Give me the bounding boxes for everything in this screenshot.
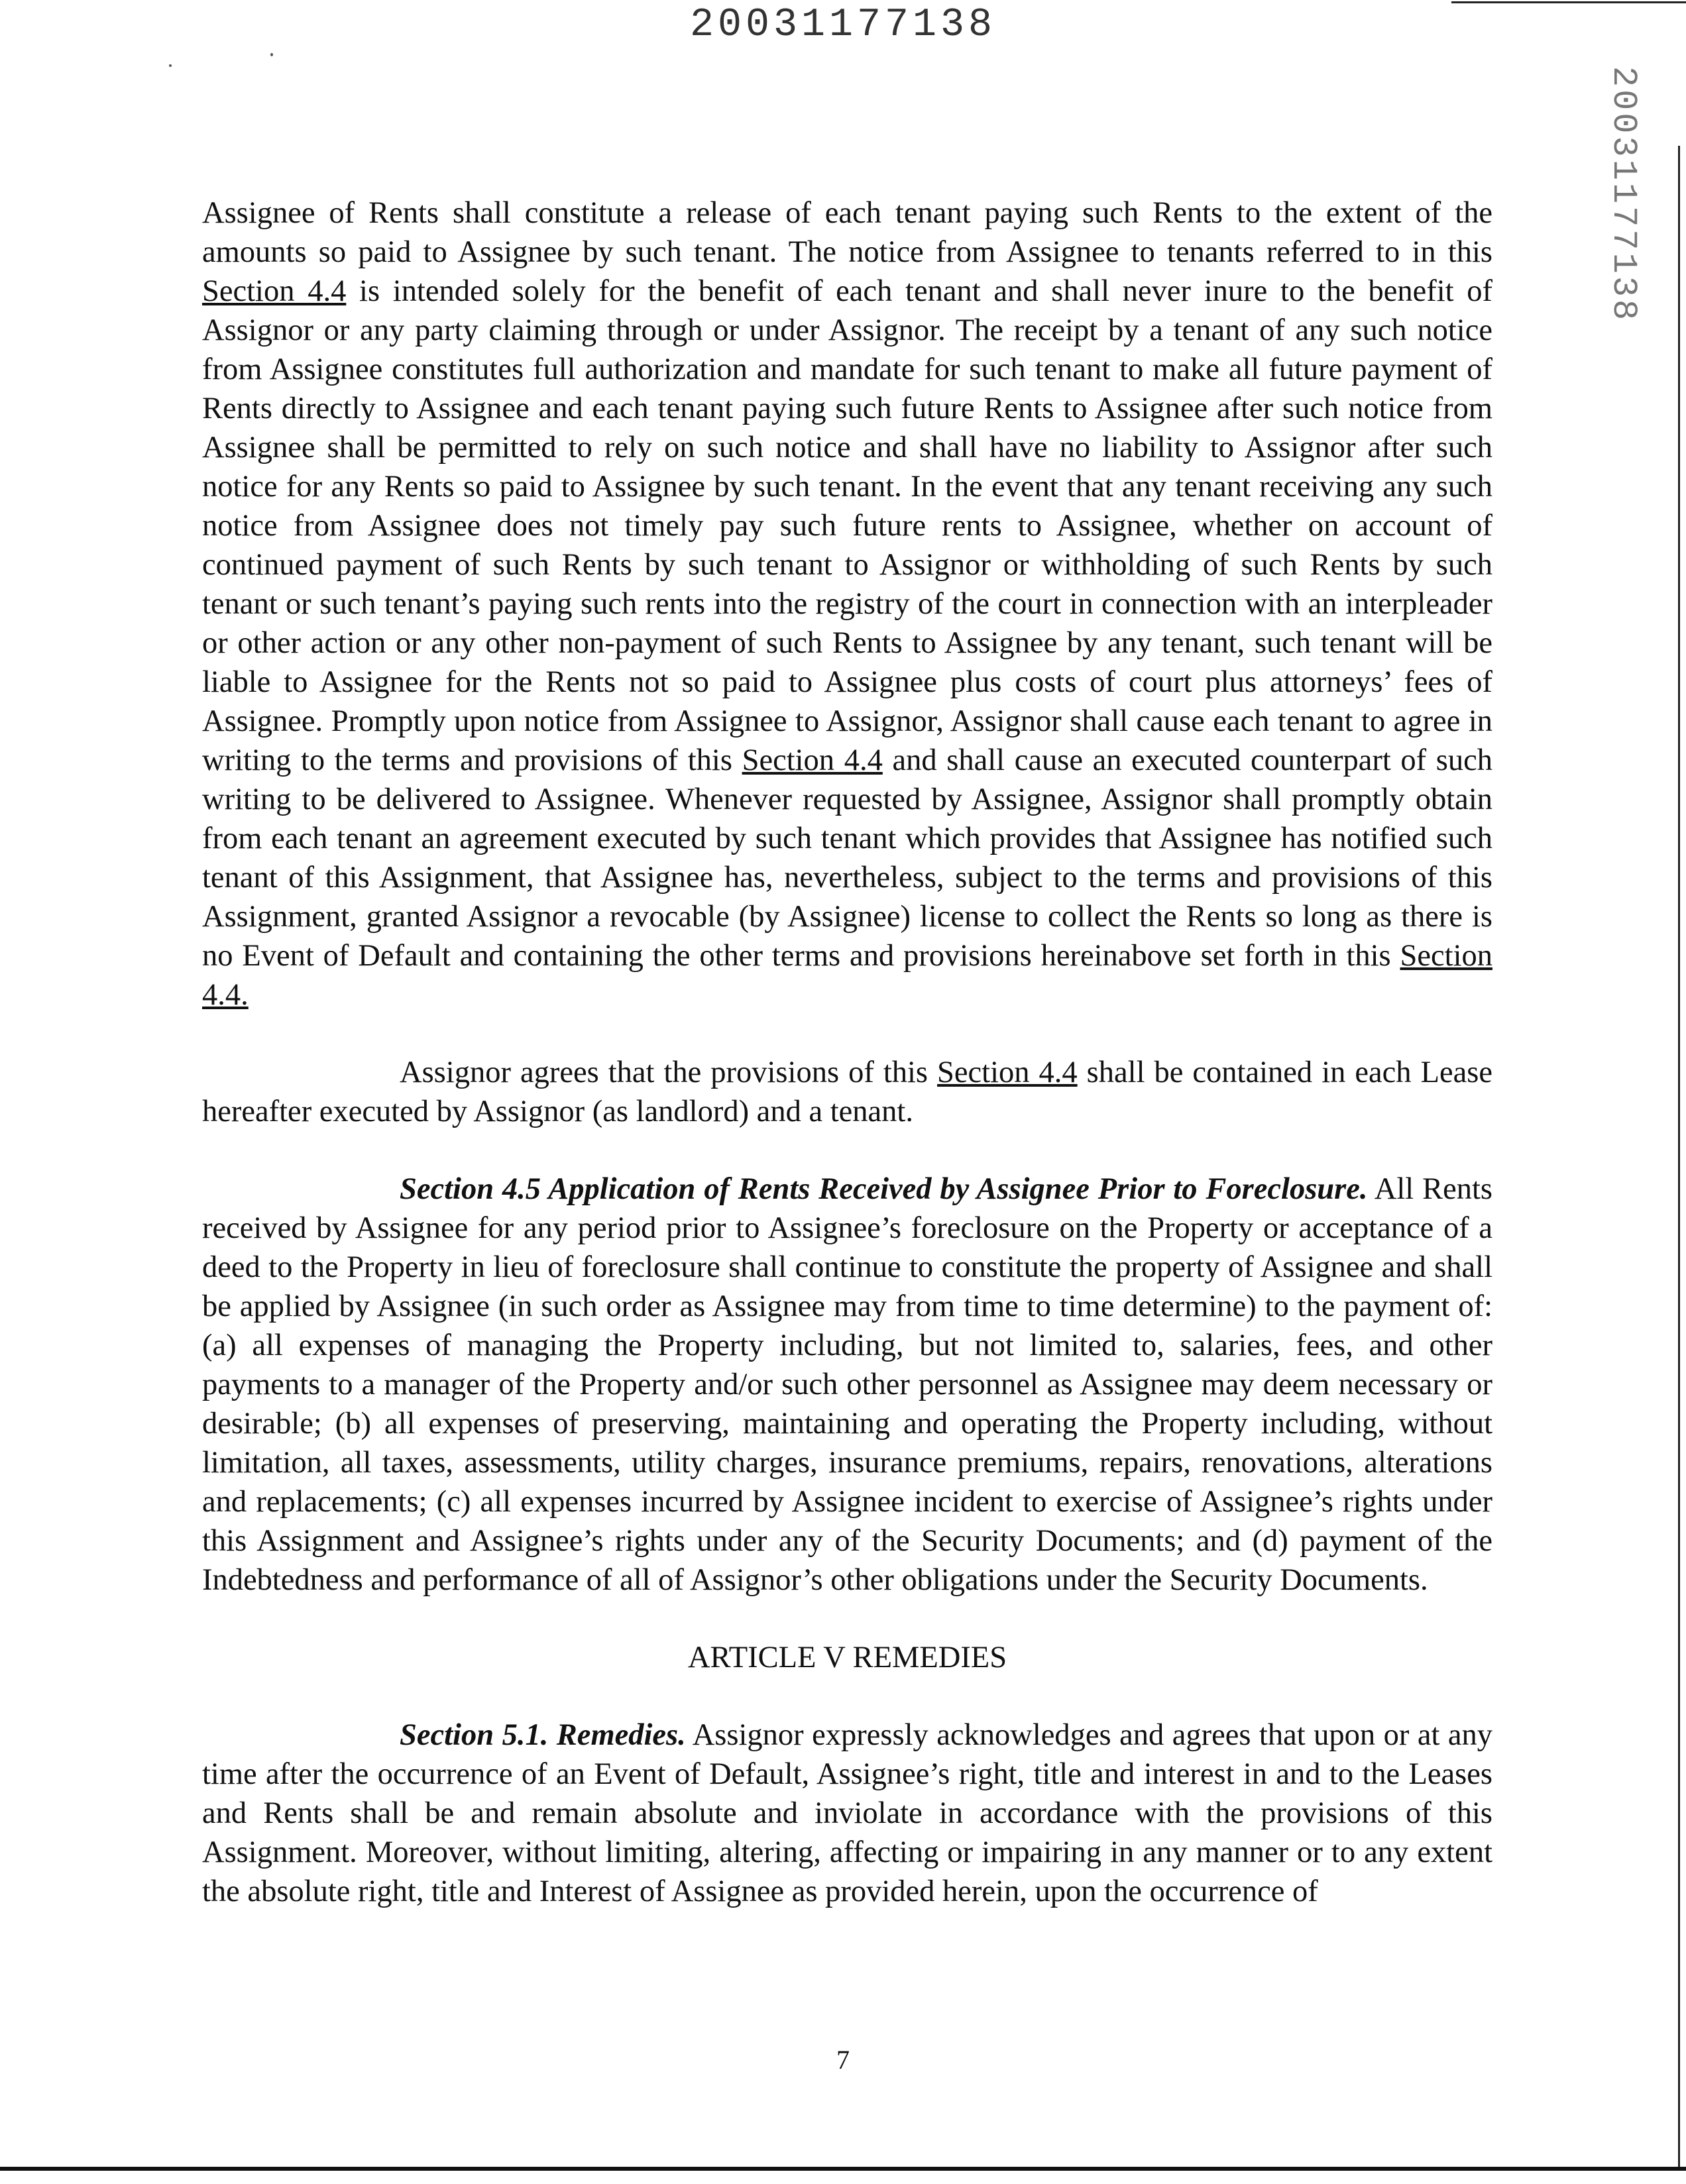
section-heading: Section 5.1. Remedies.	[400, 1718, 686, 1752]
article-heading: ARTICLE V REMEDIES	[687, 1641, 1007, 1674]
section-reference: Section 4.4.	[202, 939, 1492, 1012]
paragraph-section-4-5: Section 4.5 Application of Rents Received by Assignee Prior to Foreclosure. All Rents received by Assignee for any period prior to Assignee’s foreclosure on the Property or acceptance of a deed to the Property in lieu of foreclosure shall continue to constitute the property of Assignee and shall be applied by Assignee (in such order as Assignee may from time to time determine) to the payment of: (a) all expenses of managing the Property including, but not limited to, salaries, fees, and other payments to a manager of the Property and/or such other personnel as Assignee may deem necessary or desirable; (b) all expenses of preserving, maintaining and operating the Property including, without limitation, all taxes, assessments, utility charges, insurance premiums, repairs, renovations, alterations and replacements; (c) all expenses incurred by Assignee incident to exercise of Assignee’s rights under this Assignment and Assignee’s rights under any of the Security Documents; and (d) payment of the Indebtedness and performance of all of Assignor’s other obligations under the Security Documents.	[202, 1172, 1492, 1597]
page-number: 7	[836, 2045, 850, 2075]
document-number: 20031177138	[689, 3, 997, 48]
paragraph-section-4-4-continued: Assignee of Rents shall constitute a release of each tenant paying such Rents to the extent of the amounts so paid to Assignee by such tenant. The notice from Assignee to tenants referred to in this Section 4.4 is intended solely for the benefit of each tenant and shall never inure to the benefit of Assignor or any party claiming through or under Assignor. The receipt by a tenant of any such notice from Assignee constitutes full authorization and mandate for such tenant to make all future payment of Rents directly to Assignee and each tenant paying such future Rents to Assignee after such notice from Assignee shall be permitted to rely on such notice and shall have no liability to Assignor after such notice for any Rents so paid to Assignee by such tenant. In the event that any tenant receiving any such notice from Assignee does not timely pay such future rents to Assignee, whether on account of continued payment of such Rents by such tenant to Assignor or withholding of such Rents by such tenant or such tenant’s paying such rents into the registry of the court in connection with an interpleader or other action or any other non-payment of such Rents to Assignee by any tenant, such tenant will be liable to Assignee for the Rents not so paid to Assignee plus costs of court plus attorneys’ fees of Assignee. Promptly upon notice from Assignee to Assignor, Assignor shall cause each tenant to agree in writing to the terms and provisions of this Section 4.4 and shall cause an executed counterpart of such writing to be delivered to Assignee. Whenever requested by Assignee, Assignor shall promptly obtain from each tenant an agreement executed by such tenant which provides that Assignee has notified such tenant of this Assignment, that Assignee has, nevertheless, subject to the terms and provisions of this Assignment, granted Assignor a revocable (by Assignee) license to collect the Rents so long as there is no Event of Default and containing the other terms and provisions hereinabove set forth in this Section 4.4.	[202, 196, 1492, 1012]
top-scan-rule	[1451, 1, 1686, 3]
document-body	[202, 193, 1492, 1911]
paragraph-section-5-1: Section 5.1. Remedies. Assignor expressly acknowledges and agrees that upon or at any time after the occurrence of an Event of Default, Assignee’s right, title and interest in and to the Leases and Rents shall be and remain absolute and inviolate in accordance with the provisions of this Assignment. Moreover, without limiting, altering, affecting or impairing in any manner or to any extent the absolute right, title and Interest of Assignee as provided herein, upon the occurrence of	[202, 1718, 1492, 1908]
bottom-scan-rule	[0, 2167, 1686, 2171]
section-reference: Section 4.4	[937, 1056, 1078, 1089]
side-stamp-text: 20031177138	[1604, 66, 1644, 323]
paragraph-lease-provisions: Assignor agrees that the provisions of this Section 4.4 shall be contained in each Lease hereafter executed by Assignor (as landlord) and a tenant.	[202, 1056, 1492, 1128]
scan-speck	[270, 53, 273, 56]
section-heading: Section 4.5 Application of Rents Received by Assignee Prior to Foreclosure.	[400, 1172, 1368, 1206]
side-stamp	[1591, 66, 1657, 323]
section-reference: Section 4.4	[742, 743, 883, 777]
section-reference: Section 4.4	[202, 274, 347, 308]
scan-speck	[169, 64, 172, 67]
right-scan-edge	[1678, 146, 1680, 2167]
